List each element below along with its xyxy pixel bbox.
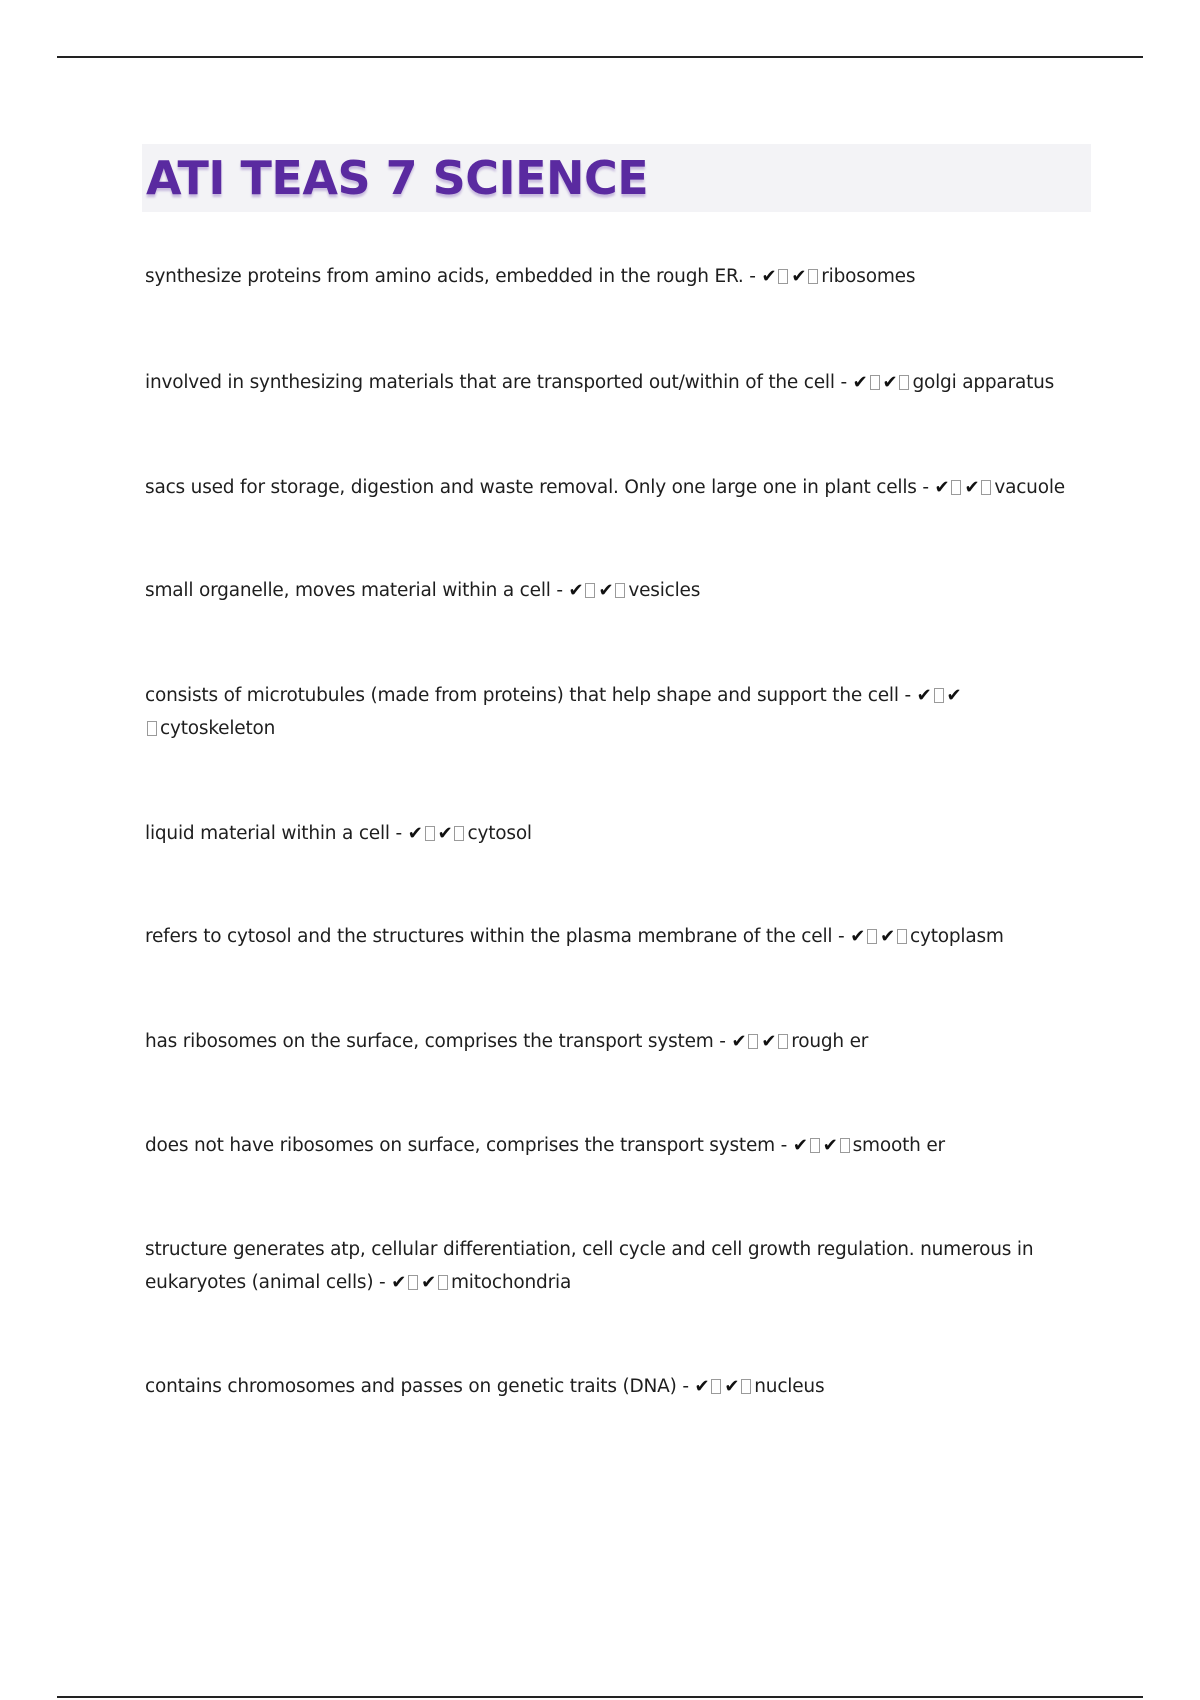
question-text: small organelle, moves material within a cell [145, 580, 551, 601]
check-mark-icon: ✔ [880, 926, 895, 947]
check-mark-icon: ✔ [761, 266, 777, 287]
check-mark-icon: ✔ [792, 1135, 808, 1156]
top-rule [57, 56, 1143, 58]
separator: - [373, 1272, 392, 1293]
check-mark-icon: ✔ [964, 477, 980, 498]
qa-item-6 [145, 817, 1075, 850]
separator: - [898, 685, 917, 706]
placeholder-box-icon [778, 1034, 788, 1049]
separator: - [743, 266, 762, 287]
question-text: synthesize proteins from amino acids, embedded in the rough ER. [145, 266, 744, 287]
check-mark-icon: ✔ [822, 1135, 838, 1156]
placeholder-box-icon [425, 826, 435, 841]
check-mark-icon: ✔ [421, 1272, 436, 1293]
placeholder-box-icon [808, 269, 818, 284]
placeholder-box-icon [748, 1034, 758, 1049]
check-mark-icon: ✔ [946, 685, 962, 706]
answer-text: golgi apparatus [912, 372, 1055, 393]
answer-text: vesicles [628, 580, 701, 601]
separator: - [713, 1031, 732, 1052]
check-mark-icon: ✔ [761, 1031, 777, 1052]
title-banner [142, 144, 1091, 212]
answer-text: rough er [791, 1031, 869, 1052]
question-text: sacs used for storage, digestion and waste removal. Only one large one in plant cells [145, 477, 917, 498]
check-mark-icon: ✔ [791, 266, 807, 287]
question-text: contains chromosomes and passes on genetic traits (DNA) [145, 1376, 677, 1397]
qa-item-9 [145, 1129, 1075, 1162]
document-title: ATI TEAS 7 SCIENCE [146, 151, 649, 205]
check-mark-icon: ✔ [916, 685, 932, 706]
answer-text: cytosol [467, 823, 532, 844]
question-text: has ribosomes on the surface, comprises the transport system [145, 1031, 714, 1052]
separator: - [676, 1376, 695, 1397]
question-text: consists of microtubules (made from proteins) that help shape and support the cell [145, 685, 899, 706]
qa-item-11 [145, 1370, 1075, 1403]
placeholder-box-icon [810, 1138, 820, 1153]
placeholder-box-icon [615, 583, 625, 598]
placeholder-box-icon [951, 480, 961, 495]
placeholder-box-icon [741, 1379, 751, 1394]
placeholder-box-icon [867, 929, 877, 944]
bottom-rule [57, 1696, 1143, 1698]
check-mark-icon: ✔ [407, 823, 423, 844]
check-mark-icon: ✔ [598, 580, 614, 601]
placeholder-box-icon [899, 375, 909, 390]
placeholder-box-icon [585, 583, 595, 598]
check-mark-icon: ✔ [437, 823, 453, 844]
check-mark-icon: ✔ [568, 580, 584, 601]
check-mark-icon: ✔ [731, 1031, 747, 1052]
qa-item-8 [145, 1025, 1075, 1058]
separator: - [916, 477, 935, 498]
separator: - [550, 580, 569, 601]
check-mark-icon: ✔ [852, 372, 868, 393]
separator: - [832, 926, 851, 947]
check-mark-icon: ✔ [850, 926, 866, 947]
answer-text: nucleus [754, 1376, 825, 1397]
answer-text: smooth er [852, 1135, 945, 1156]
qa-item-5 [145, 679, 1075, 745]
placeholder-box-icon [711, 1379, 721, 1394]
answer-text: ribosomes [821, 266, 916, 287]
answer-text: vacuole [994, 477, 1065, 498]
placeholder-box-icon [778, 269, 788, 284]
placeholder-box-icon [147, 721, 157, 736]
qa-item-3 [145, 471, 1075, 504]
qa-item-10 [145, 1233, 1075, 1299]
question-text: involved in synthesizing materials that are transported out/within of the cell [145, 372, 835, 393]
placeholder-box-icon [840, 1138, 850, 1153]
placeholder-box-icon [438, 1275, 448, 1290]
placeholder-box-icon [870, 375, 880, 390]
answer-text: cytoplasm [909, 926, 1004, 947]
placeholder-box-icon [408, 1275, 418, 1290]
check-mark-icon: ✔ [882, 372, 898, 393]
separator: - [774, 1135, 793, 1156]
qa-item-1 [145, 260, 1075, 293]
qa-item-2 [145, 366, 1075, 399]
check-mark-icon: ✔ [694, 1376, 710, 1397]
separator: - [834, 372, 853, 393]
check-mark-icon: ✔ [934, 477, 950, 498]
placeholder-box-icon [981, 480, 991, 495]
placeholder-box-icon [934, 688, 944, 703]
check-mark-icon: ✔ [724, 1376, 740, 1397]
check-mark-icon: ✔ [391, 1272, 407, 1293]
question-text: refers to cytosol and the structures within the plasma membrane of the cell [145, 926, 833, 947]
placeholder-box-icon [454, 826, 464, 841]
separator: - [389, 823, 408, 844]
qa-item-4 [145, 574, 1075, 607]
question-text: structure generates atp, cellular differentiation, cell cycle and cell growth regulation. numerous in eukaryotes (animal cells) [145, 1239, 1034, 1293]
answer-text: cytoskeleton [160, 718, 276, 739]
question-text: liquid material within a cell [145, 823, 390, 844]
placeholder-box-icon [897, 929, 907, 944]
question-text: does not have ribosomes on surface, comprises the transport system [145, 1135, 775, 1156]
answer-text: mitochondria [450, 1272, 572, 1293]
qa-item-7 [145, 920, 1075, 953]
